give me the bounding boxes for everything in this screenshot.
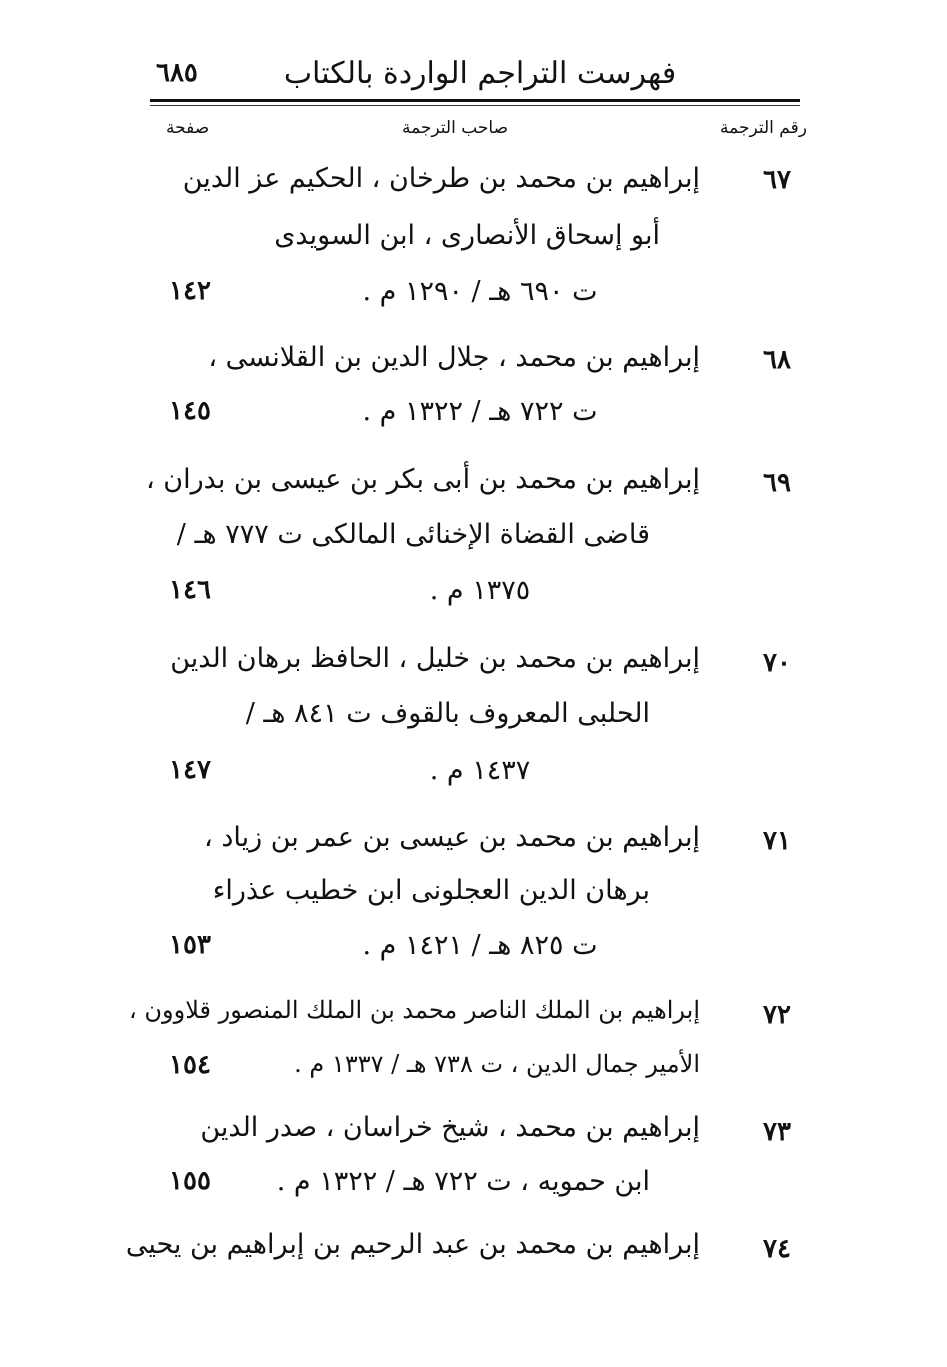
entry-line: قاضى القضاة الإخنائى المالكى ت ٧٧٧ هـ / [176, 519, 650, 550]
entry-number: ٧٤ [763, 1234, 791, 1264]
entry-line: ابن حمويه ، ت ٧٢٢ هـ / ١٣٢٢ م . [276, 1166, 650, 1197]
entry-page: ١٤٦ [169, 575, 211, 605]
entry-line: ت ٨٢٥ هـ / ١٤٢١ م . [362, 930, 598, 961]
column-header-number: رقم الترجمة [720, 118, 807, 138]
entry-line: ١٣٧٥ م . [429, 575, 531, 606]
entry-line: إبراهيم بن محمد بن عيسى بن عمر بن زياد ، [204, 822, 700, 853]
entry-number: ٧٣ [763, 1117, 791, 1147]
entry-line: إبراهيم بن الملك الناصر محمد بن الملك المنصور قلاوون ، [129, 996, 700, 1024]
column-header-name: صاحب الترجمة [401, 118, 509, 138]
entry-number: ٦٨ [763, 345, 791, 375]
entry-line: ١٤٣٧ م . [429, 755, 531, 786]
entry-line: ت ٦٩٠ هـ / ١٢٩٠ م . [362, 276, 598, 307]
entry-line: الأمير جمال الدين ، ت ٧٣٨ هـ / ١٣٣٧ م . [294, 1050, 700, 1078]
entry-number: ٧١ [763, 826, 791, 856]
entry-line: ت ٧٢٢ هـ / ١٣٢٢ م . [362, 396, 598, 427]
column-header-page: صفحة [166, 118, 210, 138]
page-number: ٦٨٥ [156, 58, 198, 88]
entry-number: ٧٠ [763, 648, 791, 678]
entry-line: أبو إسحاق الأنصارى ، ابن السويدى [274, 220, 660, 251]
entry-page: ١٥٤ [169, 1050, 211, 1080]
entry-page: ١٥٣ [169, 930, 211, 960]
entry-number: ٦٧ [763, 165, 791, 195]
header-rule-thick [150, 99, 800, 102]
running-title: فهرست التراجم الواردة بالكتاب [283, 56, 677, 91]
header-rule-thin [150, 105, 800, 106]
entry-line: إبراهيم بن محمد ، جلال الدين بن القلانسى ، [208, 342, 700, 373]
entry-page: ١٥٥ [169, 1166, 211, 1196]
entry-page: ١٤٧ [169, 755, 211, 785]
entry-line: برهان الدين العجلونى ابن خطيب عذراء [212, 875, 650, 906]
entry-number: ٦٩ [763, 468, 791, 498]
entry-line: الحلبى المعروف بالقوف ت ٨٤١ هـ / [245, 698, 650, 729]
entry-line: إبراهيم بن محمد ، شيخ خراسان ، صدر الدين [200, 1112, 700, 1143]
entry-line: إبراهيم بن محمد بن عبد الرحيم بن إبراهيم بن يحيى [125, 1229, 700, 1260]
entry-number: ٧٢ [763, 1000, 791, 1030]
entry-page: ١٤٥ [169, 396, 211, 426]
entry-line: إبراهيم بن محمد بن أبى بكر بن عيسى بن بدران ، [145, 464, 700, 495]
entry-line: إبراهيم بن محمد بن طرخان ، الحكيم عز الدين [182, 163, 700, 194]
entry-line: إبراهيم بن محمد بن خليل ، الحافظ برهان الدين [170, 643, 700, 674]
entry-page: ١٤٢ [169, 276, 211, 306]
